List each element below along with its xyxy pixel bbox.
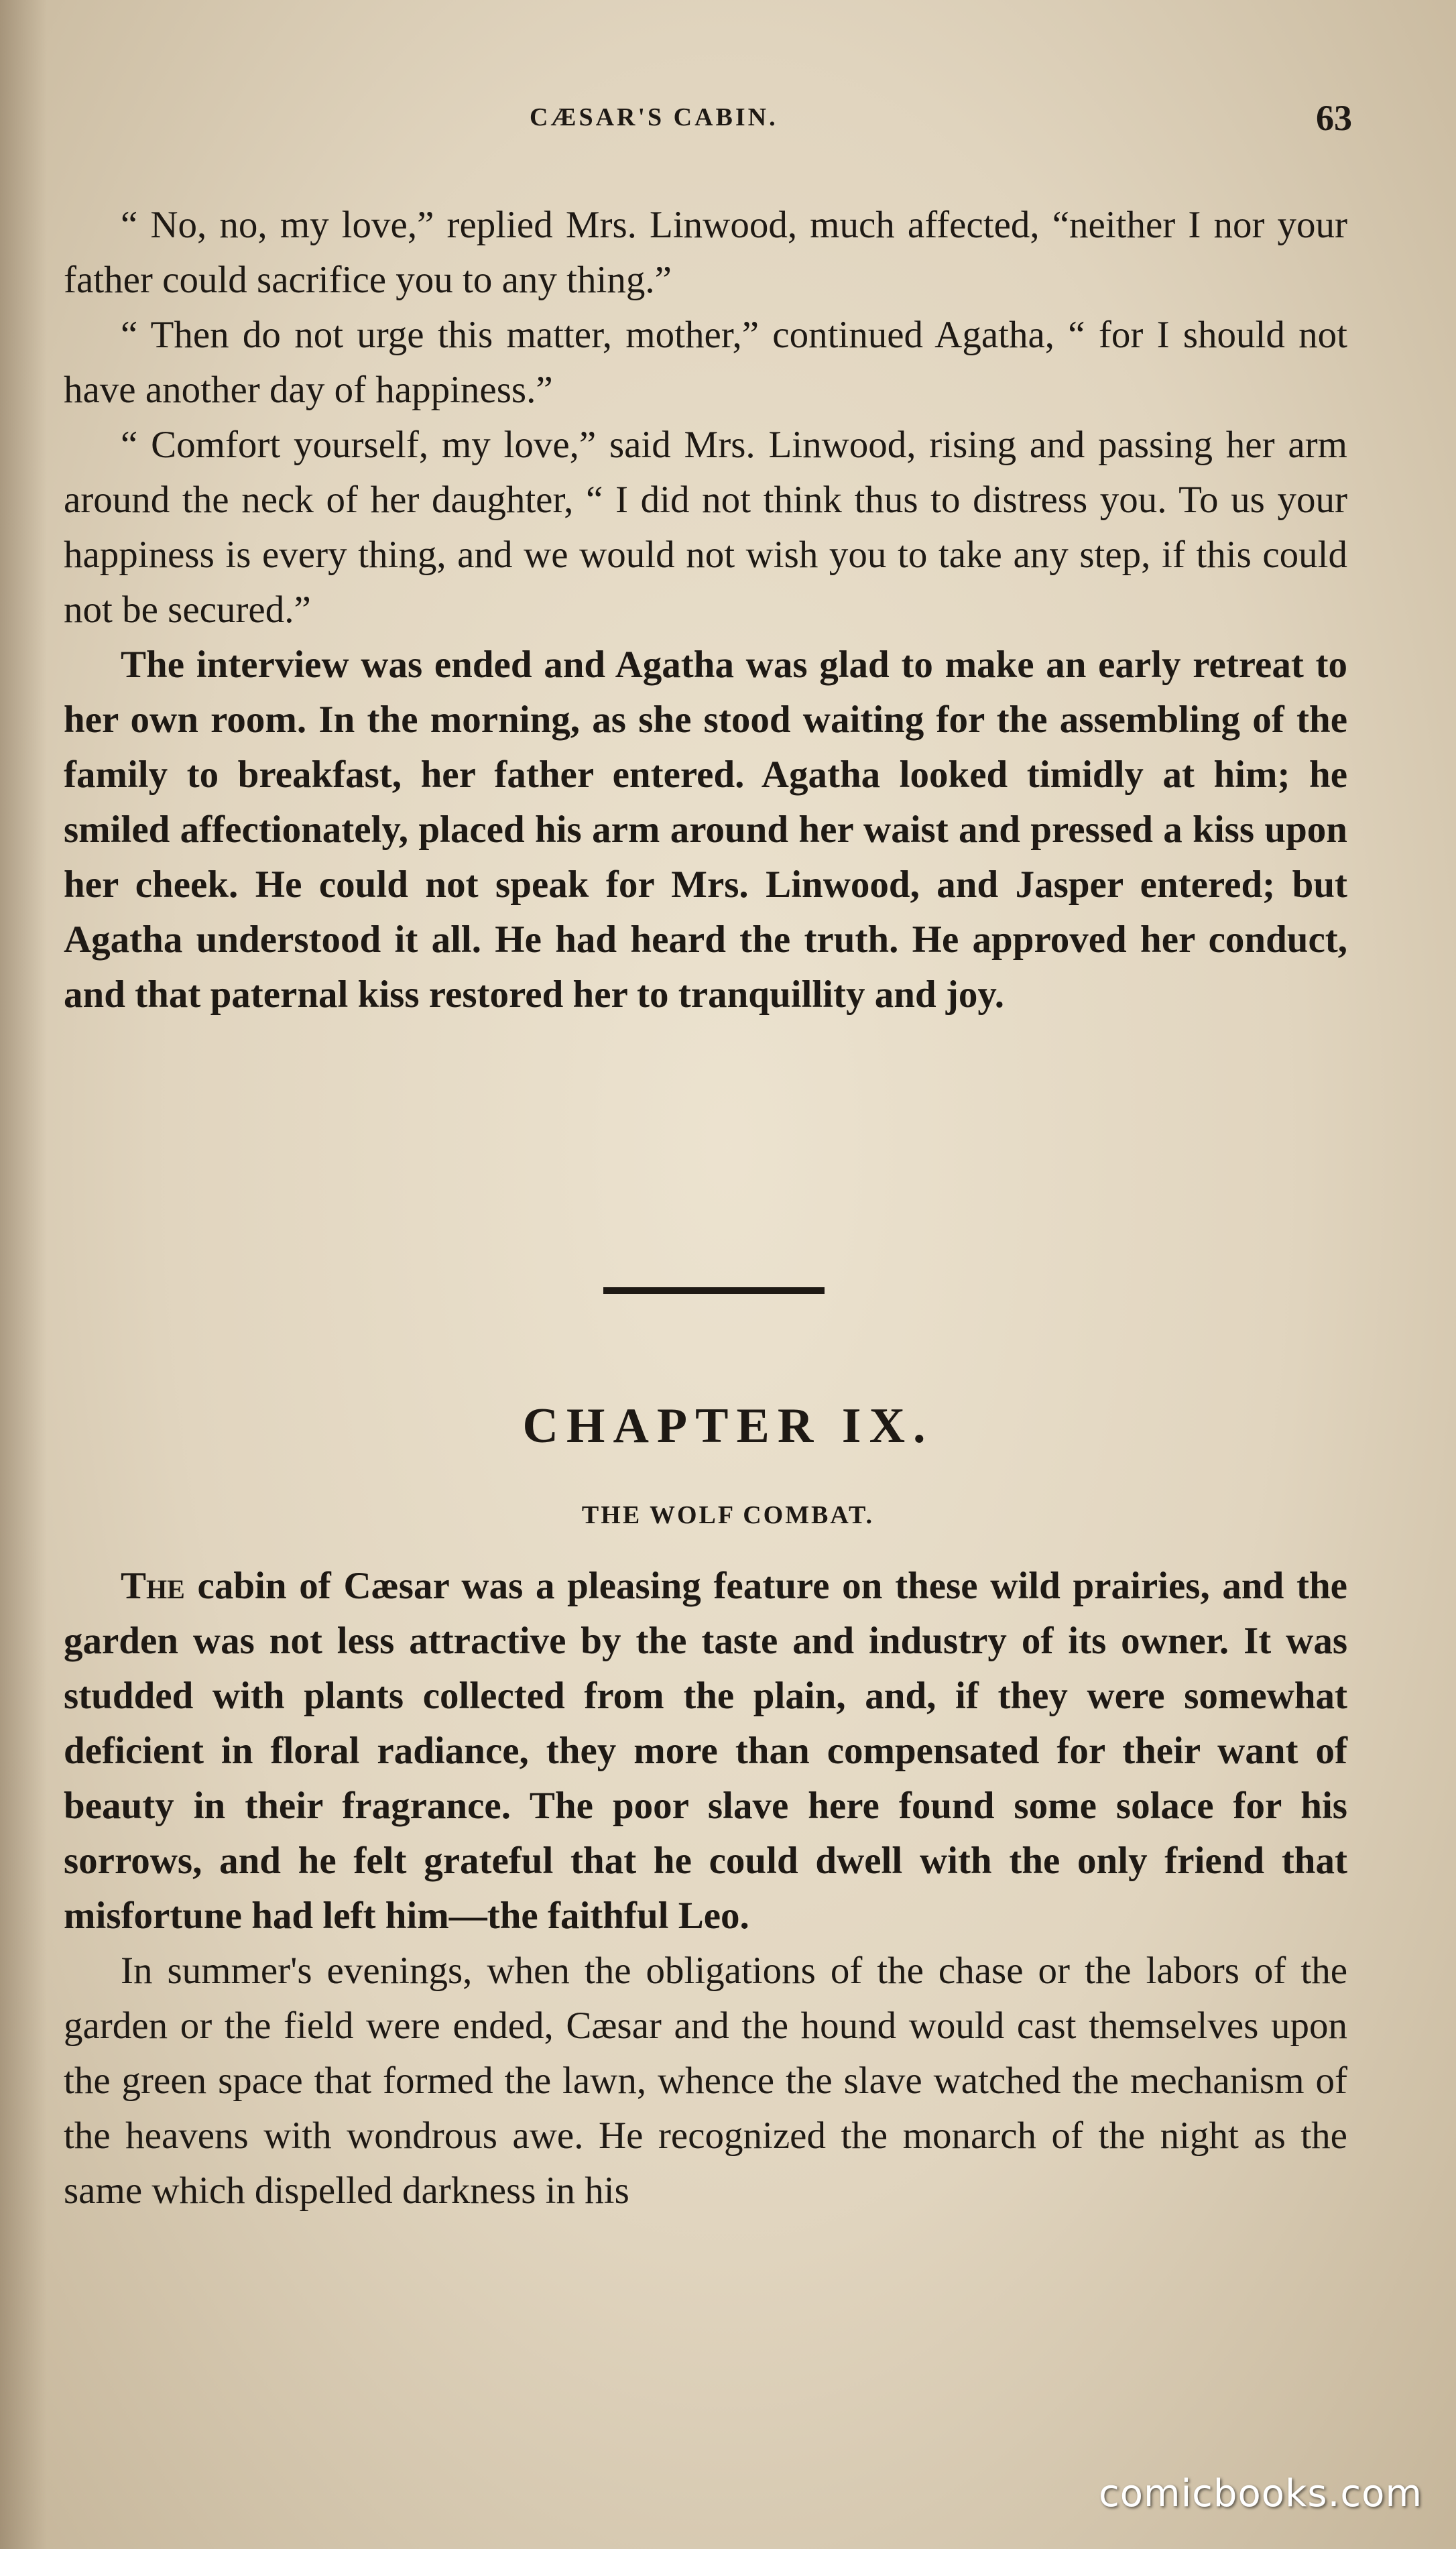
text-block-before-chapter <box>64 198 1347 1022</box>
page-gutter-shadow <box>0 0 47 2549</box>
section-divider-rule <box>603 1287 825 1294</box>
chapter-subtitle: THE WOLF COMBAT. <box>581 1501 875 1529</box>
running-title: CÆSAR'S CABIN. <box>530 103 778 131</box>
paragraph: The interview was ended and Agatha was glad to make an early retreat to her own room. In the morning, as she stood waiting for the assembling of the family to breakfast, her father entered. Agatha looked timidly at him; he smiled affectionately, placed his arm around her waist and pressed a kiss upon her cheek. He could not speak for Mrs. Linwood, and Jasper entered; but Agatha understood it all. He had heard the truth. He approved her conduct, and that paternal kiss restored her to tranquillity and joy. <box>64 644 1347 1016</box>
paragraph <box>64 1559 1347 1944</box>
paragraph-text: cabin of Cæsar was a pleasing feature on these wild prairies, and the garden was not less attractive by the taste and industry of its owner. It was studded with plants collected from the plain, and, if they were somewhat deficient in floral radiance, they more than compensated for their want of beauty in their fragrance. The poor slave here found some solace for his sorrows, and he felt grateful that he could dwell with the only friend that misfortune had left him—the faithful Leo. <box>64 1565 1347 1937</box>
running-header <box>0 97 1456 137</box>
page-number: 63 <box>1316 98 1352 138</box>
text-block-chapter-body <box>64 1559 1347 2218</box>
paragraph: “ Then do not urge this matter, mother,” continued Agatha, “ for I should not have another day of happiness.” <box>64 314 1347 411</box>
paragraph: In summer's evenings, when the obligations of the chase or the labors of the garden or the field were ended, Cæsar and the hound would cast themselves upon the green space that formed the lawn, whence the slave watched the mechanism of the heavens with wondrous awe. He recognized the monarch of the night as the same which dispelled darkness in his <box>64 1950 1347 2212</box>
paragraph-lead-word: The <box>121 1565 185 1607</box>
watermark: comicbooks.com <box>1098 2472 1422 2515</box>
chapter-heading: CHAPTER IX. <box>522 1399 934 1454</box>
paragraph: “ No, no, my love,” replied Mrs. Linwood, much affected, “neither I nor your father could sacrifice you to any thing.” <box>64 204 1347 301</box>
paragraph: “ Comfort yourself, my love,” said Mrs. Linwood, rising and passing her arm around the neck of her daughter, “ I did not think thus to distress you. To us your happiness is every thing, and we would not wish you to take any step, if this could not be secured.” <box>64 424 1347 631</box>
